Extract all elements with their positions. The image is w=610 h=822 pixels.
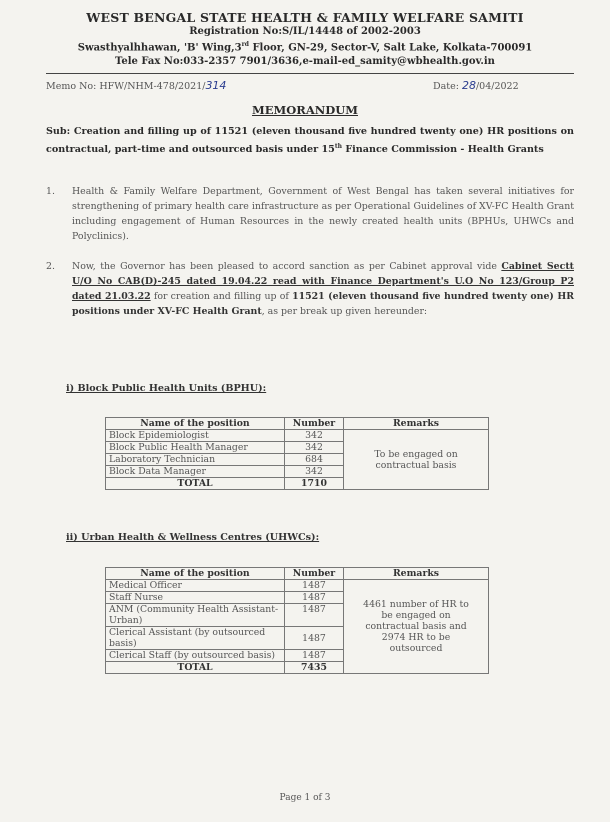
page-footer: Page 1 of 3 — [279, 793, 331, 803]
registration-line: Registration No:S/IL/14448 of 2002-2003 — [189, 26, 421, 37]
position-name: Medical Officer — [106, 580, 285, 592]
memo-number — [46, 79, 226, 92]
position-name: Block Data Manager — [106, 466, 285, 478]
contact-line: Tele Fax No:033-2357 7901/3636,e-mail-ed_samity@wbhealth.gov.in — [115, 56, 495, 67]
position-number: 1487 — [285, 604, 344, 627]
position-name: Clerical Assistant (by outsourced basis) — [106, 627, 285, 650]
subject-line: Sub: Creation and filling up of 11521 (eleven thousand five hundred twenty one) HR positions on contractual, part-time and outsourced basis under 15th Finance Commission - Health Grants — [46, 126, 574, 156]
total-value: 7435 — [285, 662, 344, 674]
position-name: Staff Nurse — [106, 592, 285, 604]
position-name: Block Public Health Manager — [106, 442, 285, 454]
cabinet-reference: Cabinet Sectt U/O No CAB(D)-245 dated 19.04.22 read with Finance Department's U.O No 123/Group P2 dated 21.03.22 — [72, 261, 574, 302]
paragraph-2 — [46, 259, 574, 319]
total-label: TOTAL — [106, 662, 285, 674]
position-number: 1487 — [285, 650, 344, 662]
bphu-table — [105, 417, 489, 490]
position-number: 342 — [285, 442, 344, 454]
position-number: 1487 — [285, 580, 344, 592]
total-value: 1710 — [285, 478, 344, 490]
header-divider — [46, 73, 574, 74]
table-header-row — [106, 418, 489, 430]
remarks-cell: 4461 number of HR to be engaged on contractual basis and 2974 HR to be outsourced — [344, 580, 489, 674]
position-name: Clerical Staff (by outsourced basis) — [106, 650, 285, 662]
position-name: ANM (Community Health Assistant- Urban) — [106, 604, 285, 627]
page-title: MEMORANDUM — [252, 103, 358, 117]
paragraph-1 — [46, 184, 574, 244]
position-number: 1487 — [285, 592, 344, 604]
table-header-row — [106, 568, 489, 580]
remarks-cell: To be engaged on contractual basis — [344, 430, 489, 490]
memo-prefix: Memo No: HFW/NHM-478/2021/ — [46, 81, 206, 92]
paragraph-number: 1. — [46, 186, 55, 197]
uhwc-table — [105, 567, 489, 674]
position-name: Laboratory Technician — [106, 454, 285, 466]
position-number: 342 — [285, 430, 344, 442]
column-header: Name of the position — [106, 568, 285, 580]
position-number: 342 — [285, 466, 344, 478]
paragraph-text: Health & Family Welfare Department, Government of West Bengal has taken several initiatives for strengthening of primary health care infrastructure as per Operational Guidelines of XV-FC Health Grant including engagement of Human Resources in the newly created health units (BPHUs, UHWCs and Polyclinics). — [72, 186, 574, 242]
position-name: Block Epidemiologist — [106, 430, 285, 442]
column-header: Remarks — [344, 568, 489, 580]
column-header: Name of the position — [106, 418, 285, 430]
table-row — [106, 430, 489, 442]
total-label: TOTAL — [106, 478, 285, 490]
memo-date — [433, 79, 519, 92]
position-number: 684 — [285, 454, 344, 466]
section-uhwc-title: ii) Urban Health & Wellness Centres (UHWCs): — [66, 532, 320, 543]
date-handwritten-day: 28 — [461, 79, 476, 92]
column-header: Remarks — [344, 418, 489, 430]
section-bphu-title: i) Block Public Health Units (BPHU): — [66, 383, 267, 394]
hr-positions-highlight: 11521 (eleven thousand five hundred twenty one) HR positions under XV-FC Health Grant — [72, 291, 574, 317]
column-header: Number — [285, 568, 344, 580]
memo-handwritten-number: 314 — [205, 79, 227, 92]
date-label: Date: — [433, 81, 459, 92]
paragraph-number: 2. — [46, 261, 55, 272]
address-line: Swasthyalhhawan, 'B' Wing,3rd Floor, GN-29, Sector-V, Salt Lake, Kolkata-700091 — [77, 41, 533, 54]
table-row — [106, 580, 489, 592]
org-name: WEST BENGAL STATE HEALTH & FAMILY WELFARE SAMITI — [86, 10, 524, 25]
column-header: Number — [285, 418, 344, 430]
paragraph-text: Now, the Governor has been pleased to accord sanction as per Cabinet approval vide Cabinet Sectt U/O No CAB(D)-245 dated 19.04.22 read with Finance Department's U.O No 123/Group P2 dated 21.03.22 for creation and filling up of 11521 (eleven thousand five hundred twenty one) HR positions under XV-FC Health Grant, as per break up given hereunder: — [72, 261, 574, 317]
date-rest: /04/2022 — [475, 81, 519, 92]
position-number: 1487 — [285, 627, 344, 650]
